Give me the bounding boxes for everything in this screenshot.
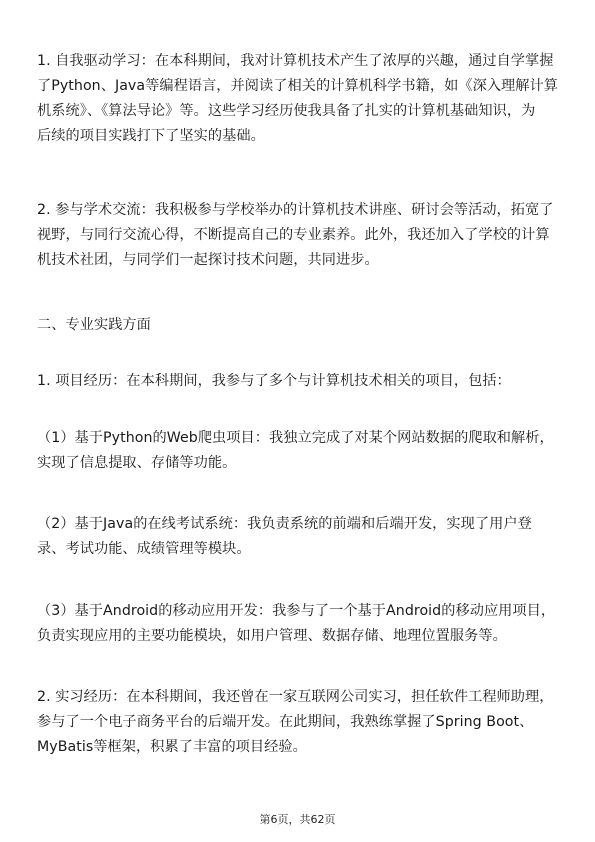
section-heading-professional-practice: [37, 313, 563, 338]
paragraph-line: （2）基于Java的在线考试系统：我负责系统的前端和后端开发，实现了用户登: [37, 516, 532, 532]
paragraph-line: 后续的项目实践打下了坚实的基础。: [37, 128, 265, 144]
paragraph-project-java-exam: [37, 512, 563, 562]
paragraph-line: 了Python、Java等编程语言，并阅读了相关的计算机科学书籍，如《深入理解计算: [37, 78, 559, 94]
paragraph-line: 负责实现应用的主要功能模块，如用户管理、数据存储、地理位置服务等。: [37, 628, 507, 644]
paragraph-project-android-app: [37, 599, 563, 649]
paragraph-line: 录、考试功能、成绩管理等模块。: [37, 541, 251, 557]
paragraph-line: （1）基于Python的Web爬虫项目：我独立完成了对某个网站数据的爬取和解析，: [37, 430, 554, 446]
paragraph-project-python-crawler: [37, 426, 563, 476]
paragraph-line: MyBatis等框架，积累了丰富的项目经验。: [37, 739, 307, 755]
paragraph-line: 2. 参与学术交流：我积极参与学校举办的计算机技术讲座、研讨会等活动，拓宽了: [37, 202, 554, 218]
section-heading: 二、专业实践方面: [37, 317, 151, 333]
paragraph-self-driven-learning: [37, 49, 563, 149]
page-number-footer: 第6页，共62页: [259, 813, 336, 826]
paragraph-line: 机技术社团，与同学们一起探讨技术问题，共同进步。: [37, 252, 379, 268]
paragraph-line: 视野，与同行交流心得，不断提高自己的专业素养。此外，我还加入了学校的计算: [37, 227, 550, 243]
paragraph-line: 实现了信息提取、存储等功能。: [37, 455, 237, 471]
paragraph-line: 2. 实习经历：在本科期间，我还曾在一家互联网公司实习，担任软件工程师助理，: [37, 689, 554, 705]
paragraph-project-experience: [37, 369, 563, 394]
paragraph-academic-exchange: [37, 198, 563, 273]
paragraph-internship-experience: [37, 685, 563, 760]
paragraph-line: 参与了一个电子商务平台的后端开发。在此期间，我熟练掌握了Spring Boot、: [37, 714, 534, 730]
paragraph-line: 1. 自我驱动学习：在本科期间，我对计算机技术产生了浓厚的兴趣，通过自学掌握: [37, 53, 554, 69]
paragraph-line: 1. 项目经历：在本科期间，我参与了多个与计算机技术相关的项目，包括：: [37, 373, 511, 389]
paragraph-line: 机系统》、《算法导论》等。这些学习经历使我具备了扎实的计算机基础知识，为: [37, 103, 536, 119]
paragraph-line: （3）基于Android的移动应用开发：我参与了一个基于Android的移动应用项目，: [37, 603, 556, 619]
